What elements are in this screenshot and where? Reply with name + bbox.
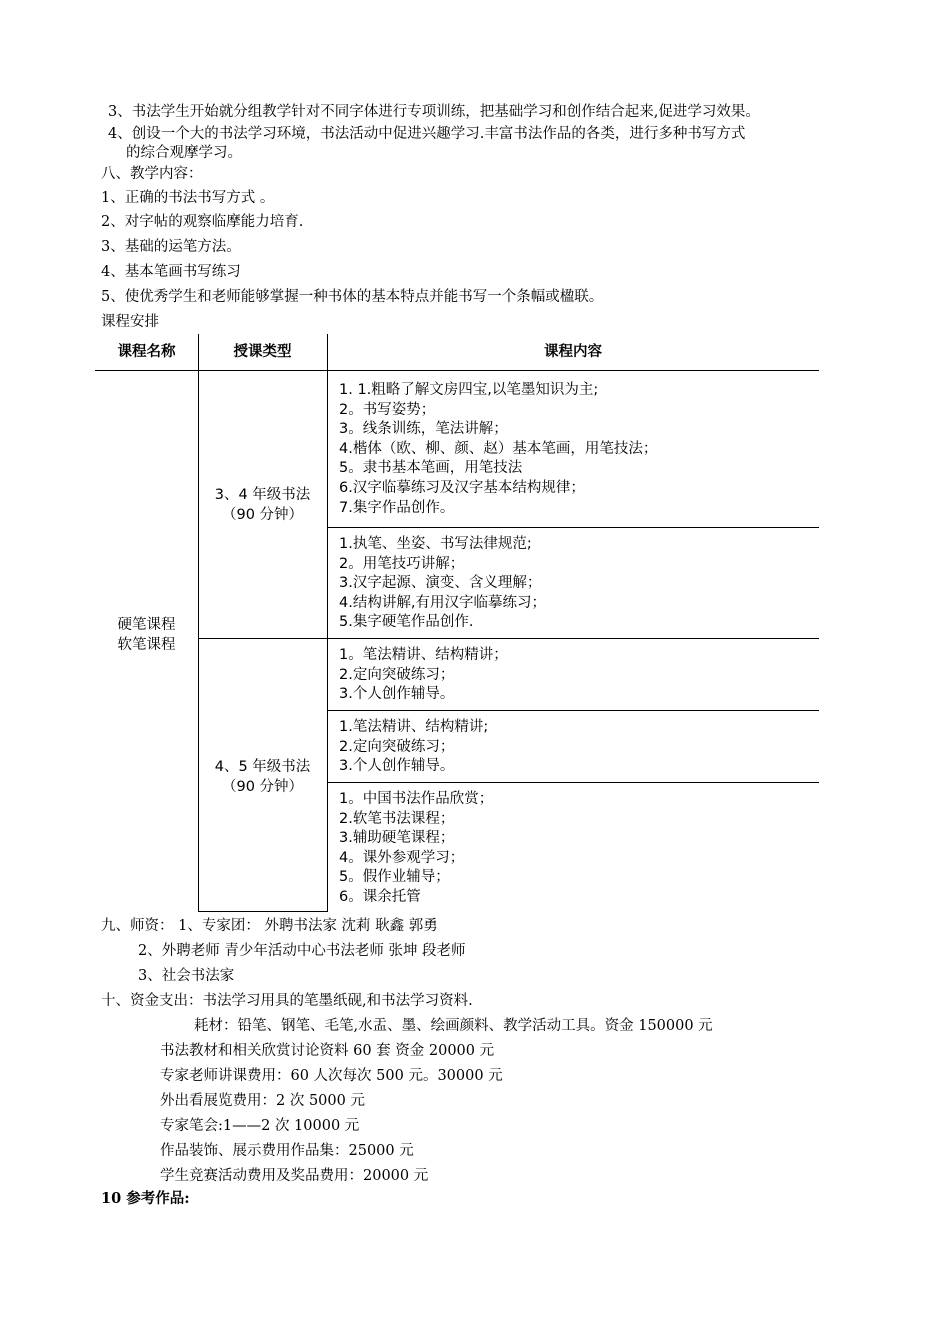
teaching-item-2: 2、对字帖的观察临摩能力培育.: [101, 214, 304, 230]
funding-line-6: 作品装饰、展示费用作品集：25000 元: [160, 1143, 414, 1159]
content-line: 3.辅助硬笔课程；: [339, 830, 455, 847]
faculty-line-1: 九、师资： 1、专家团： 外聘书法家 沈莉 耿鑫 郭勇: [101, 918, 438, 934]
header-course-content: 课程内容: [544, 344, 602, 360]
content-line: 2.软笔书法课程；: [339, 810, 455, 827]
table-row-rule: [327, 782, 819, 783]
content-line: 2.定向突破练习；: [339, 738, 455, 755]
funding-line-5: 专家笔会:1——2 次 10000 元: [160, 1118, 360, 1134]
content-line: 2。书写姿势；: [339, 401, 436, 418]
table-row-rule: [327, 710, 819, 711]
grade-4-5-title: 4、5 年级书法: [214, 759, 311, 775]
intro-item-4-line2: 的综合观摩学习。: [126, 145, 242, 161]
content-block-4: [339, 718, 488, 777]
teaching-item-3: 3、基础的运笔方法。: [101, 239, 241, 255]
content-line: 4.结构讲解,有用汉字临摹练习；: [339, 594, 546, 611]
course-name-hard-pen: 硬笔课程: [117, 617, 176, 633]
funding-line-1: 耗材：铅笔、钢笔、毛笔,水盂、墨、绘画颜料、教学活动工具。资金 150000 元: [194, 1018, 713, 1034]
content-line: 5。假作业辅导；: [339, 869, 450, 886]
content-block-3: [339, 646, 508, 705]
intro-item-3: 3、书法学生开始就分组教学针对不同字体进行专项训练，把基础学习和创作结合起来,促进学习效果。: [108, 104, 760, 120]
content-line: 1. 1.粗略了解文房四宝,以笔墨知识为主;: [339, 382, 599, 398]
table-col-rule: [327, 334, 328, 912]
content-line: 3.汉字起源、演变、含义理解；: [339, 575, 542, 592]
teaching-heading: 八、教学内容：: [101, 166, 203, 182]
grade-3-4: [198, 485, 327, 525]
faculty-line-2: 2、外聘老师 青少年活动中心书法老师 张坤 段老师: [138, 943, 466, 959]
grade-3-4-title: 3、4 年级书法: [214, 487, 311, 503]
funding-line-7: 学生竞赛活动费用及奖品费用：20000 元: [160, 1168, 429, 1184]
table-header-rule: [95, 370, 819, 371]
content-line: 6.汉字临摹练习及汉字基本结构规律；: [339, 479, 585, 496]
content-line: 6。课余托管: [339, 888, 421, 905]
funding-line-4: 外出看展览费用：2 次 5000 元: [160, 1093, 365, 1109]
table-row-rule: [198, 638, 819, 639]
content-line: 3.个人创作辅导。: [339, 758, 455, 775]
teaching-item-4: 4、基本笔画书写练习: [101, 264, 241, 280]
table-row-rule: [327, 527, 819, 528]
course-name-soft-brush: 软笔课程: [117, 637, 176, 653]
content-block-1: [339, 381, 657, 518]
content-line: 5.集字硬笔作品创作.: [339, 614, 474, 631]
intro-item-4-line1: 4、创设一个大的书法学习环境，书法活动中促进兴趣学习.丰富书法作品的各类，进行多种书写方式: [108, 126, 746, 142]
teaching-item-1: 1、正确的书法书写方式 。: [101, 190, 275, 206]
content-line: 3。线条训练，笔法讲解；: [339, 421, 508, 438]
content-line: 1。笔法精讲、结构精讲；: [339, 647, 508, 663]
content-line: 4。课外参观学习；: [339, 849, 465, 866]
content-block-5: [339, 790, 493, 908]
table-bottom-rule: [198, 911, 327, 912]
funding-line-2: 书法教材和相关欣赏讨论资料 60 套 资金 20000 元: [160, 1043, 495, 1059]
content-line: 4.楷体（欧、柳、颜、赵）基本笔画，用笔技法；: [339, 440, 658, 457]
content-line: 1.笔法精讲、结构精讲;: [339, 719, 489, 735]
table-col-rule: [198, 334, 199, 912]
funding-line-3: 专家老师讲课费用：60 人次每次 500 元。30000 元: [160, 1068, 503, 1084]
reference-heading: 10 参考作品:: [101, 1190, 190, 1207]
content-line: 1.执笔、坐姿、书写法律规范;: [339, 536, 532, 552]
content-line: 7.集字作品创作。: [339, 499, 455, 516]
schedule-label: 课程安排: [101, 314, 159, 330]
header-course-name: 课程名称: [117, 344, 176, 360]
course-table: [95, 334, 819, 912]
faculty-line-3: 3、社会书法家: [138, 968, 235, 984]
grade-3-4-duration: （90 分钟）: [221, 507, 304, 523]
content-line: 2。用笔技巧讲解；: [339, 555, 465, 572]
teaching-item-5: 5、使优秀学生和老师能够掌握一种书体的基本特点并能书写一个条幅或楹联。: [101, 289, 604, 305]
course-names: [95, 615, 198, 655]
header-class-type: 授课类型: [233, 344, 292, 360]
content-line: 3.个人创作辅导。: [339, 686, 455, 703]
grade-4-5-duration: （90 分钟）: [221, 779, 304, 795]
content-line: 1。中国书法作品欣赏；: [339, 791, 494, 807]
content-line: 2.定向突破练习；: [339, 666, 455, 683]
content-line: 5。隶书基本笔画，用笔技法: [339, 460, 523, 477]
content-block-2: [339, 535, 546, 633]
grade-4-5: [198, 757, 327, 797]
funding-heading: 十、资金支出：书法学习用具的笔墨纸砚,和书法学习资料.: [101, 993, 473, 1009]
